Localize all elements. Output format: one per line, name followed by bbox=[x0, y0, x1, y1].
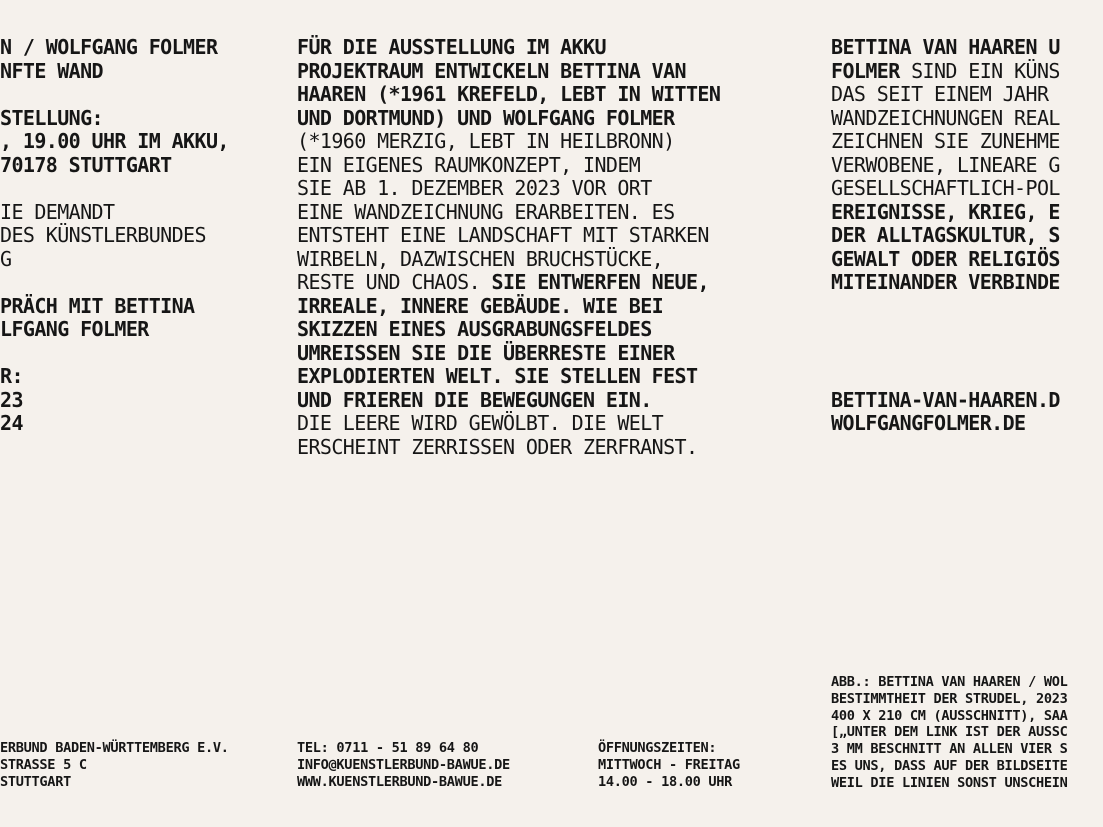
artists-line: ZEICHNEN SIE ZUNEHME bbox=[831, 129, 1060, 153]
description-line: ENTSTEHT EINE LANDSCHAFT MIT STARKEN bbox=[297, 223, 709, 247]
description-line: WIRBELN, DAZWISCHEN BRUCHSTÜCKE, bbox=[297, 246, 664, 271]
website-link[interactable]: WWW.KUENSTLERBUND-BAWUE.DE bbox=[297, 773, 502, 790]
image-caption bbox=[831, 674, 1103, 792]
description-line-mixed: RESTE UND CHAOS. SIE ENTWERFEN NEUE, bbox=[297, 270, 709, 294]
footer-contact bbox=[297, 740, 510, 790]
exhibition-title-line: NFTE WAND bbox=[0, 58, 103, 83]
speech-line: IE DEMANDT bbox=[0, 199, 115, 224]
artist-talk-line: LFGANG FOLMER bbox=[0, 317, 149, 341]
description-line: (*1960 MERZIG, LEBT IN HEILBRONN) bbox=[297, 129, 675, 153]
artists-line: GESELLSCHAFTLICH-POL bbox=[831, 176, 1060, 200]
org-city: STUTTGART bbox=[0, 773, 71, 790]
speech-line: DES KÜNSTLERBUNDES bbox=[0, 223, 206, 247]
artists-line: WANDZEICHNUNGEN REAL bbox=[831, 105, 1060, 130]
artists-line-mixed: FOLMER SIND EIN KÜNS bbox=[831, 58, 1060, 83]
description-column bbox=[297, 36, 720, 459]
artists-line: DAS SEIT EINEM JAHR bbox=[831, 82, 1049, 106]
description-bold-line: EXPLODIERTEN WELT. SIE STELLEN FEST bbox=[297, 364, 698, 388]
phone-number[interactable]: TEL: 0711 - 51 89 64 80 bbox=[297, 740, 479, 756]
email-link[interactable]: INFO@KUENSTLERBUND-BAWUE.DE bbox=[297, 756, 510, 773]
caption-line: BESTIMMTHEIT DER STRUDEL, 2023 bbox=[831, 690, 1068, 707]
artists-line: BETTINA VAN HAAREN U bbox=[831, 36, 1060, 59]
description-bold-line: UMREISSEN SIE DIE ÜBERRESTE EINER bbox=[297, 340, 675, 365]
opening-address: 70178 STUTTGART bbox=[0, 152, 172, 177]
description-bold-line: SKIZZEN EINES AUSGRABUNGSFELDES bbox=[297, 317, 652, 341]
description-bold-line: UND FRIEREN DIE BEWEGUNGEN EIN. bbox=[297, 387, 652, 412]
opening-time: , 19.00 UHR IM AKKU, bbox=[0, 129, 229, 153]
description-line: EINE WANDZEICHNUNG ERARBEITEN. ES bbox=[297, 199, 675, 224]
artist-talk-line: PRÄCH MIT BETTINA bbox=[0, 293, 195, 318]
description-line: ERSCHEINT ZERRISSEN ODER ZERFRANST. bbox=[297, 434, 698, 459]
caption-line: 3 MM BESCHNITT AN ALLEN VIER S bbox=[831, 741, 1068, 758]
description-line: DIE LEERE WIRD GEWÖLBT. DIE WELT bbox=[297, 411, 664, 435]
description-line: EIN EIGENES RAUMKONZEPT, INDEM bbox=[297, 152, 641, 177]
hours-days: MITTWOCH - FREITAG bbox=[598, 756, 740, 773]
intro-line: UND DORTMUND) UND WOLFGANG FOLMER bbox=[297, 105, 675, 130]
artists-bold-line: DER ALLTAGSKULTUR, S bbox=[831, 223, 1060, 247]
footer-organization bbox=[0, 740, 229, 790]
date-start: 23 bbox=[0, 387, 23, 412]
date-end: 24 bbox=[0, 411, 23, 435]
speech-line: G bbox=[0, 246, 12, 271]
caption-line: [„UNTER DEM LINK IST DER AUSSC bbox=[831, 724, 1068, 741]
description-line: SIE AB 1. DEZEMBER 2023 VOR ORT bbox=[297, 176, 652, 200]
description-bold-line: IRREALE, INNERE GEBÄUDE. WIE BEI bbox=[297, 293, 664, 318]
intro-line: FÜR DIE AUSSTELLUNG IM AKKU bbox=[297, 35, 606, 59]
caption-line: ABB.: BETTINA VAN HAAREN / WOL bbox=[831, 674, 1068, 690]
artists-bold-line: MITEINANDER VERBINDE bbox=[831, 270, 1060, 294]
opening-label: STELLUNG: bbox=[0, 105, 103, 130]
org-street: STRASSE 5 C bbox=[0, 756, 87, 773]
caption-line: ES UNS, DASS AUF DER BILDSEITE bbox=[831, 757, 1068, 774]
artists-bold-line: GEWALT ODER RELIGIÖS bbox=[831, 246, 1060, 271]
intro-line: PROJEKTRAUM ENTWICKELN BETTINA VAN bbox=[297, 58, 686, 83]
artists-line: VERWOBENE, LINEARE G bbox=[831, 152, 1060, 177]
hours-label: ÖFFNUNGSZEITEN: bbox=[598, 740, 717, 756]
caption-line: WEIL DIE LINIEN SONST UNSCHEIN bbox=[831, 774, 1068, 791]
intro-line: HAAREN (*1961 KREFELD, LEBT IN WITTEN bbox=[297, 82, 721, 106]
hours-time: 14.00 - 18.00 UHR bbox=[598, 773, 733, 790]
org-name: ERBUND BADEN-WÜRTTEMBERG E.V. bbox=[0, 740, 229, 756]
artists-column bbox=[831, 36, 1103, 436]
artist-title-line: N / WOLFGANG FOLMER bbox=[0, 35, 218, 59]
caption-line: 400 X 210 CM (AUSSCHNITT), SAA bbox=[831, 707, 1068, 724]
info-column bbox=[0, 36, 229, 436]
artist-website-link[interactable]: BETTINA-VAN-HAAREN.D bbox=[831, 387, 1060, 412]
artist-website-link[interactable]: WOLFGANGFOLMER.DE bbox=[831, 411, 1026, 435]
artists-bold-line: EREIGNISSE, KRIEG, E bbox=[831, 199, 1060, 224]
dates-label: R: bbox=[0, 364, 23, 388]
footer-opening-hours bbox=[598, 740, 740, 790]
